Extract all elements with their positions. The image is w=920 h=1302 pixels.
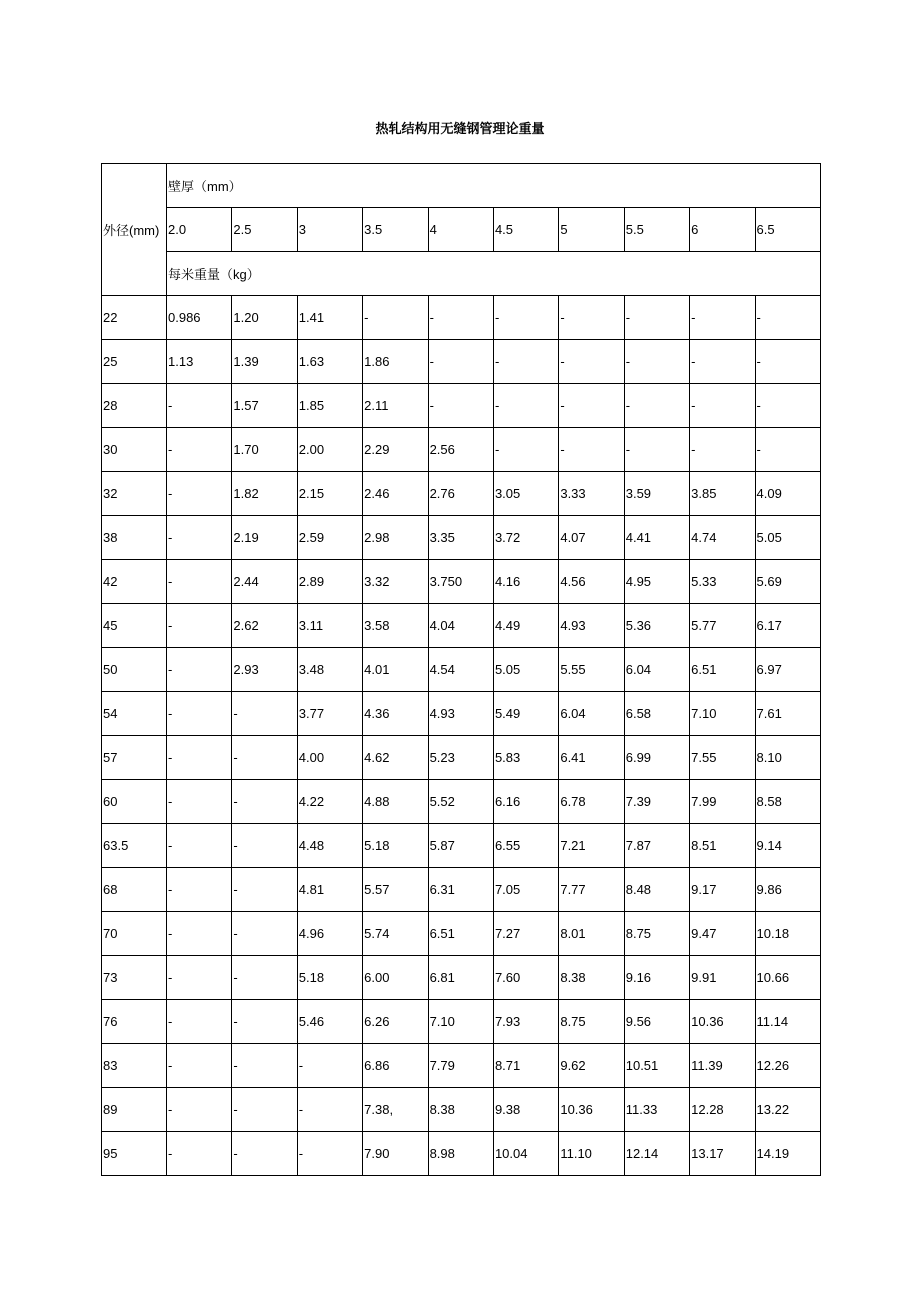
weight-cell: 4.09 — [755, 472, 820, 516]
weight-cell: - — [559, 340, 624, 384]
weight-cell: 8.75 — [624, 912, 689, 956]
weight-cell: 10.04 — [493, 1132, 558, 1176]
weight-cell: - — [690, 340, 755, 384]
weight-cell: 4.41 — [624, 516, 689, 560]
weight-cell: - — [297, 1132, 362, 1176]
weight-cell: - — [167, 1088, 232, 1132]
weight-cell: 6.31 — [428, 868, 493, 912]
weight-cell: 2.46 — [363, 472, 428, 516]
outer-diameter-cell: 38 — [102, 516, 167, 560]
weight-cell: 4.07 — [559, 516, 624, 560]
weight-cell: 6.41 — [559, 736, 624, 780]
weight-cell: 5.83 — [493, 736, 558, 780]
outer-diameter-cell: 83 — [102, 1044, 167, 1088]
weight-cell: 6.58 — [624, 692, 689, 736]
weight-cell: 11.14 — [755, 1000, 820, 1044]
table-row — [102, 824, 821, 868]
weight-cell: 5.52 — [428, 780, 493, 824]
weight-cell: 1.41 — [297, 296, 362, 340]
table-body — [102, 164, 821, 1176]
weight-cell: 6.81 — [428, 956, 493, 1000]
weight-cell: 4.56 — [559, 560, 624, 604]
weight-cell: 5.33 — [690, 560, 755, 604]
weight-cell: 10.51 — [624, 1044, 689, 1088]
weight-cell: 10.66 — [755, 956, 820, 1000]
weight-cell: - — [755, 296, 820, 340]
weight-cell: - — [232, 1000, 297, 1044]
weight-cell: - — [428, 296, 493, 340]
weight-cell: 4.04 — [428, 604, 493, 648]
weight-cell: 7.93 — [493, 1000, 558, 1044]
weight-cell: 9.16 — [624, 956, 689, 1000]
weight-cell: - — [297, 1088, 362, 1132]
weight-cell: - — [167, 868, 232, 912]
weight-cell: 5.46 — [297, 1000, 362, 1044]
weight-cell: 1.85 — [297, 384, 362, 428]
weight-cell: 5.49 — [493, 692, 558, 736]
weight-cell: 6.86 — [363, 1044, 428, 1088]
weight-cell: 6.51 — [690, 648, 755, 692]
table-row — [102, 1000, 821, 1044]
weight-per-meter-header: 每米重量（kg） — [167, 252, 821, 296]
weight-cell: 7.55 — [690, 736, 755, 780]
weight-cell: 8.38 — [559, 956, 624, 1000]
weight-cell: 11.39 — [690, 1044, 755, 1088]
weight-cell: 2.29 — [363, 428, 428, 472]
weight-cell: - — [428, 384, 493, 428]
weight-cell: - — [493, 296, 558, 340]
outer-diameter-header: 外径(mm) — [102, 164, 167, 296]
weight-cell: 7.27 — [493, 912, 558, 956]
thickness-header-cell: 3.5 — [363, 208, 428, 252]
page-title: 热轧结构用无缝钢管理论重量 — [375, 122, 545, 137]
weight-cell: 1.86 — [363, 340, 428, 384]
outer-diameter-cell: 63.5 — [102, 824, 167, 868]
weight-cell: 4.01 — [363, 648, 428, 692]
table-row — [102, 428, 821, 472]
outer-diameter-cell: 60 — [102, 780, 167, 824]
weight-cell: 8.01 — [559, 912, 624, 956]
table-row — [102, 472, 821, 516]
weight-cell: 8.98 — [428, 1132, 493, 1176]
table-row — [102, 648, 821, 692]
table-row — [102, 912, 821, 956]
outer-diameter-cell: 95 — [102, 1132, 167, 1176]
weight-cell: 2.62 — [232, 604, 297, 648]
weight-cell: 3.85 — [690, 472, 755, 516]
weight-cell: 2.11 — [363, 384, 428, 428]
weight-cell: 8.48 — [624, 868, 689, 912]
weight-cell: - — [167, 956, 232, 1000]
weight-cell: - — [167, 912, 232, 956]
weight-cell: 1.13 — [167, 340, 232, 384]
weight-table — [101, 163, 821, 1176]
table-row — [102, 384, 821, 428]
weight-cell: 6.78 — [559, 780, 624, 824]
weight-cell: - — [232, 1132, 297, 1176]
weight-cell: 8.51 — [690, 824, 755, 868]
weight-cell: 2.15 — [297, 472, 362, 516]
table-row — [102, 780, 821, 824]
weight-cell: 7.79 — [428, 1044, 493, 1088]
weight-cell: - — [167, 736, 232, 780]
weight-cell: - — [624, 296, 689, 340]
weight-cell: - — [167, 1000, 232, 1044]
weight-cell: 6.26 — [363, 1000, 428, 1044]
weight-cell: 2.93 — [232, 648, 297, 692]
weight-cell: 5.05 — [493, 648, 558, 692]
table-row — [102, 736, 821, 780]
weight-cell: - — [167, 516, 232, 560]
weight-cell: 4.62 — [363, 736, 428, 780]
weight-cell: 7.77 — [559, 868, 624, 912]
thickness-header-cell: 5 — [559, 208, 624, 252]
weight-cell: 4.54 — [428, 648, 493, 692]
weight-cell: 5.18 — [363, 824, 428, 868]
weight-cell: - — [690, 384, 755, 428]
weight-cell: 10.36 — [559, 1088, 624, 1132]
weight-cell: 8.10 — [755, 736, 820, 780]
weight-cell: 10.36 — [690, 1000, 755, 1044]
outer-diameter-cell: 70 — [102, 912, 167, 956]
weight-cell: 7.61 — [755, 692, 820, 736]
weight-cell: 12.26 — [755, 1044, 820, 1088]
weight-cell: 7.99 — [690, 780, 755, 824]
weight-cell: 5.77 — [690, 604, 755, 648]
weight-cell: 7.05 — [493, 868, 558, 912]
outer-diameter-cell: 73 — [102, 956, 167, 1000]
weight-cell: - — [559, 296, 624, 340]
weight-cell: 3.32 — [363, 560, 428, 604]
thickness-header-cell: 6.5 — [755, 208, 820, 252]
weight-cell: 2.44 — [232, 560, 297, 604]
table-row — [102, 604, 821, 648]
weight-cell: - — [493, 384, 558, 428]
weight-cell: 4.88 — [363, 780, 428, 824]
weight-cell: 5.55 — [559, 648, 624, 692]
weight-cell: 3.72 — [493, 516, 558, 560]
weight-cell: 12.14 — [624, 1132, 689, 1176]
weight-cell: 2.19 — [232, 516, 297, 560]
weight-cell: - — [297, 1044, 362, 1088]
weight-cell: 7.87 — [624, 824, 689, 868]
weight-cell: - — [363, 296, 428, 340]
weight-cell: 4.93 — [428, 692, 493, 736]
weight-cell: 13.22 — [755, 1088, 820, 1132]
weight-cell: 4.96 — [297, 912, 362, 956]
outer-diameter-cell: 30 — [102, 428, 167, 472]
weight-cell: 5.23 — [428, 736, 493, 780]
table-row — [102, 868, 821, 912]
weight-cell: - — [755, 428, 820, 472]
weight-cell: - — [493, 428, 558, 472]
weight-cell: - — [428, 340, 493, 384]
weight-cell: 8.75 — [559, 1000, 624, 1044]
thickness-header-cell: 4 — [428, 208, 493, 252]
weight-cell: 12.28 — [690, 1088, 755, 1132]
weight-cell: 9.62 — [559, 1044, 624, 1088]
weight-cell: 7.38, — [363, 1088, 428, 1132]
weight-cell: 6.04 — [624, 648, 689, 692]
weight-cell: 1.20 — [232, 296, 297, 340]
outer-diameter-cell: 28 — [102, 384, 167, 428]
weight-cell: - — [232, 868, 297, 912]
weight-cell: 6.97 — [755, 648, 820, 692]
weight-cell: 10.18 — [755, 912, 820, 956]
weight-cell: - — [167, 824, 232, 868]
weight-cell: 5.05 — [755, 516, 820, 560]
table-row — [102, 1088, 821, 1132]
thickness-header-cell: 5.5 — [624, 208, 689, 252]
thickness-header-cell: 2.0 — [167, 208, 232, 252]
weight-cell: 4.93 — [559, 604, 624, 648]
weight-cell: - — [232, 1044, 297, 1088]
weight-cell: 1.57 — [232, 384, 297, 428]
header-row-thickness-values — [102, 208, 821, 252]
table-row — [102, 692, 821, 736]
weight-cell: 5.74 — [363, 912, 428, 956]
weight-cell: - — [559, 428, 624, 472]
weight-cell: - — [167, 384, 232, 428]
weight-cell: 5.18 — [297, 956, 362, 1000]
weight-cell: 8.58 — [755, 780, 820, 824]
outer-diameter-cell: 22 — [102, 296, 167, 340]
weight-cell: 4.95 — [624, 560, 689, 604]
thickness-header-cell: 4.5 — [493, 208, 558, 252]
weight-cell: 3.35 — [428, 516, 493, 560]
weight-cell: 9.91 — [690, 956, 755, 1000]
weight-cell: - — [559, 384, 624, 428]
weight-cell: 6.17 — [755, 604, 820, 648]
weight-cell: 1.82 — [232, 472, 297, 516]
weight-cell: - — [232, 736, 297, 780]
weight-cell: 11.10 — [559, 1132, 624, 1176]
weight-cell: 2.59 — [297, 516, 362, 560]
weight-cell: - — [167, 604, 232, 648]
outer-diameter-cell: 76 — [102, 1000, 167, 1044]
weight-cell: 9.56 — [624, 1000, 689, 1044]
weight-cell: - — [232, 912, 297, 956]
weight-cell: - — [624, 428, 689, 472]
weight-cell: 13.17 — [690, 1132, 755, 1176]
weight-cell: - — [624, 384, 689, 428]
table-row — [102, 516, 821, 560]
weight-cell: 3.33 — [559, 472, 624, 516]
weight-cell: 8.38 — [428, 1088, 493, 1132]
header-row-weight — [102, 252, 821, 296]
weight-cell: 4.16 — [493, 560, 558, 604]
weight-cell: 7.60 — [493, 956, 558, 1000]
thickness-header-cell: 6 — [690, 208, 755, 252]
weight-cell: - — [232, 692, 297, 736]
weight-cell: 7.90 — [363, 1132, 428, 1176]
weight-cell: 3.48 — [297, 648, 362, 692]
weight-cell: - — [232, 824, 297, 868]
outer-diameter-cell: 42 — [102, 560, 167, 604]
weight-cell: 9.47 — [690, 912, 755, 956]
weight-cell: - — [167, 1132, 232, 1176]
weight-cell: - — [167, 428, 232, 472]
weight-cell: 7.10 — [428, 1000, 493, 1044]
weight-cell: - — [167, 1044, 232, 1088]
weight-cell: 5.87 — [428, 824, 493, 868]
weight-cell: 7.10 — [690, 692, 755, 736]
table-row — [102, 560, 821, 604]
weight-cell: 1.63 — [297, 340, 362, 384]
weight-cell: 0.986 — [167, 296, 232, 340]
weight-cell: 3.58 — [363, 604, 428, 648]
weight-cell: - — [755, 340, 820, 384]
weight-cell: - — [167, 472, 232, 516]
thickness-header-cell: 2.5 — [232, 208, 297, 252]
weight-cell: 2.98 — [363, 516, 428, 560]
weight-cell: 3.750 — [428, 560, 493, 604]
weight-cell: - — [232, 956, 297, 1000]
weight-cell: - — [232, 1088, 297, 1132]
outer-diameter-cell: 25 — [102, 340, 167, 384]
weight-cell: 3.11 — [297, 604, 362, 648]
wall-thickness-header: 壁厚（mm） — [167, 164, 821, 208]
weight-cell: 3.59 — [624, 472, 689, 516]
weight-cell: 5.69 — [755, 560, 820, 604]
weight-cell: - — [690, 296, 755, 340]
weight-cell: 11.33 — [624, 1088, 689, 1132]
weight-cell: 7.21 — [559, 824, 624, 868]
weight-cell: 6.51 — [428, 912, 493, 956]
weight-cell: - — [167, 780, 232, 824]
weight-cell: 6.16 — [493, 780, 558, 824]
weight-cell: 9.38 — [493, 1088, 558, 1132]
weight-cell: 2.76 — [428, 472, 493, 516]
weight-cell: 2.00 — [297, 428, 362, 472]
weight-cell: 4.81 — [297, 868, 362, 912]
weight-cell: 7.39 — [624, 780, 689, 824]
thickness-header-cell: 3 — [297, 208, 362, 252]
weight-cell: 4.48 — [297, 824, 362, 868]
weight-cell: - — [167, 560, 232, 604]
weight-cell: 4.49 — [493, 604, 558, 648]
weight-cell: - — [690, 428, 755, 472]
weight-cell: 9.86 — [755, 868, 820, 912]
weight-cell: 1.39 — [232, 340, 297, 384]
weight-cell: - — [232, 780, 297, 824]
weight-cell: - — [167, 648, 232, 692]
outer-diameter-cell: 45 — [102, 604, 167, 648]
weight-cell: - — [167, 692, 232, 736]
outer-diameter-cell: 50 — [102, 648, 167, 692]
weight-cell: 5.36 — [624, 604, 689, 648]
weight-cell: 2.56 — [428, 428, 493, 472]
weight-cell: 6.99 — [624, 736, 689, 780]
weight-cell: 4.36 — [363, 692, 428, 736]
weight-cell: - — [624, 340, 689, 384]
weight-cell: 2.89 — [297, 560, 362, 604]
weight-cell: 3.77 — [297, 692, 362, 736]
header-row-wall-thickness — [102, 164, 821, 208]
weight-cell: 6.04 — [559, 692, 624, 736]
weight-cell: 4.00 — [297, 736, 362, 780]
outer-diameter-cell: 32 — [102, 472, 167, 516]
table-row — [102, 340, 821, 384]
weight-cell: 4.74 — [690, 516, 755, 560]
weight-cell: 4.22 — [297, 780, 362, 824]
weight-cell: 6.00 — [363, 956, 428, 1000]
table-row — [102, 296, 821, 340]
weight-cell: 8.71 — [493, 1044, 558, 1088]
weight-cell: - — [755, 384, 820, 428]
weight-cell: 9.14 — [755, 824, 820, 868]
weight-cell: 14.19 — [755, 1132, 820, 1176]
weight-cell: 9.17 — [690, 868, 755, 912]
outer-diameter-cell: 68 — [102, 868, 167, 912]
outer-diameter-cell: 57 — [102, 736, 167, 780]
table-row — [102, 1132, 821, 1176]
table-row — [102, 1044, 821, 1088]
weight-cell: 6.55 — [493, 824, 558, 868]
outer-diameter-cell: 89 — [102, 1088, 167, 1132]
weight-cell: 1.70 — [232, 428, 297, 472]
weight-cell: 3.05 — [493, 472, 558, 516]
outer-diameter-cell: 54 — [102, 692, 167, 736]
weight-cell: - — [493, 340, 558, 384]
weight-cell: 5.57 — [363, 868, 428, 912]
table-row — [102, 956, 821, 1000]
